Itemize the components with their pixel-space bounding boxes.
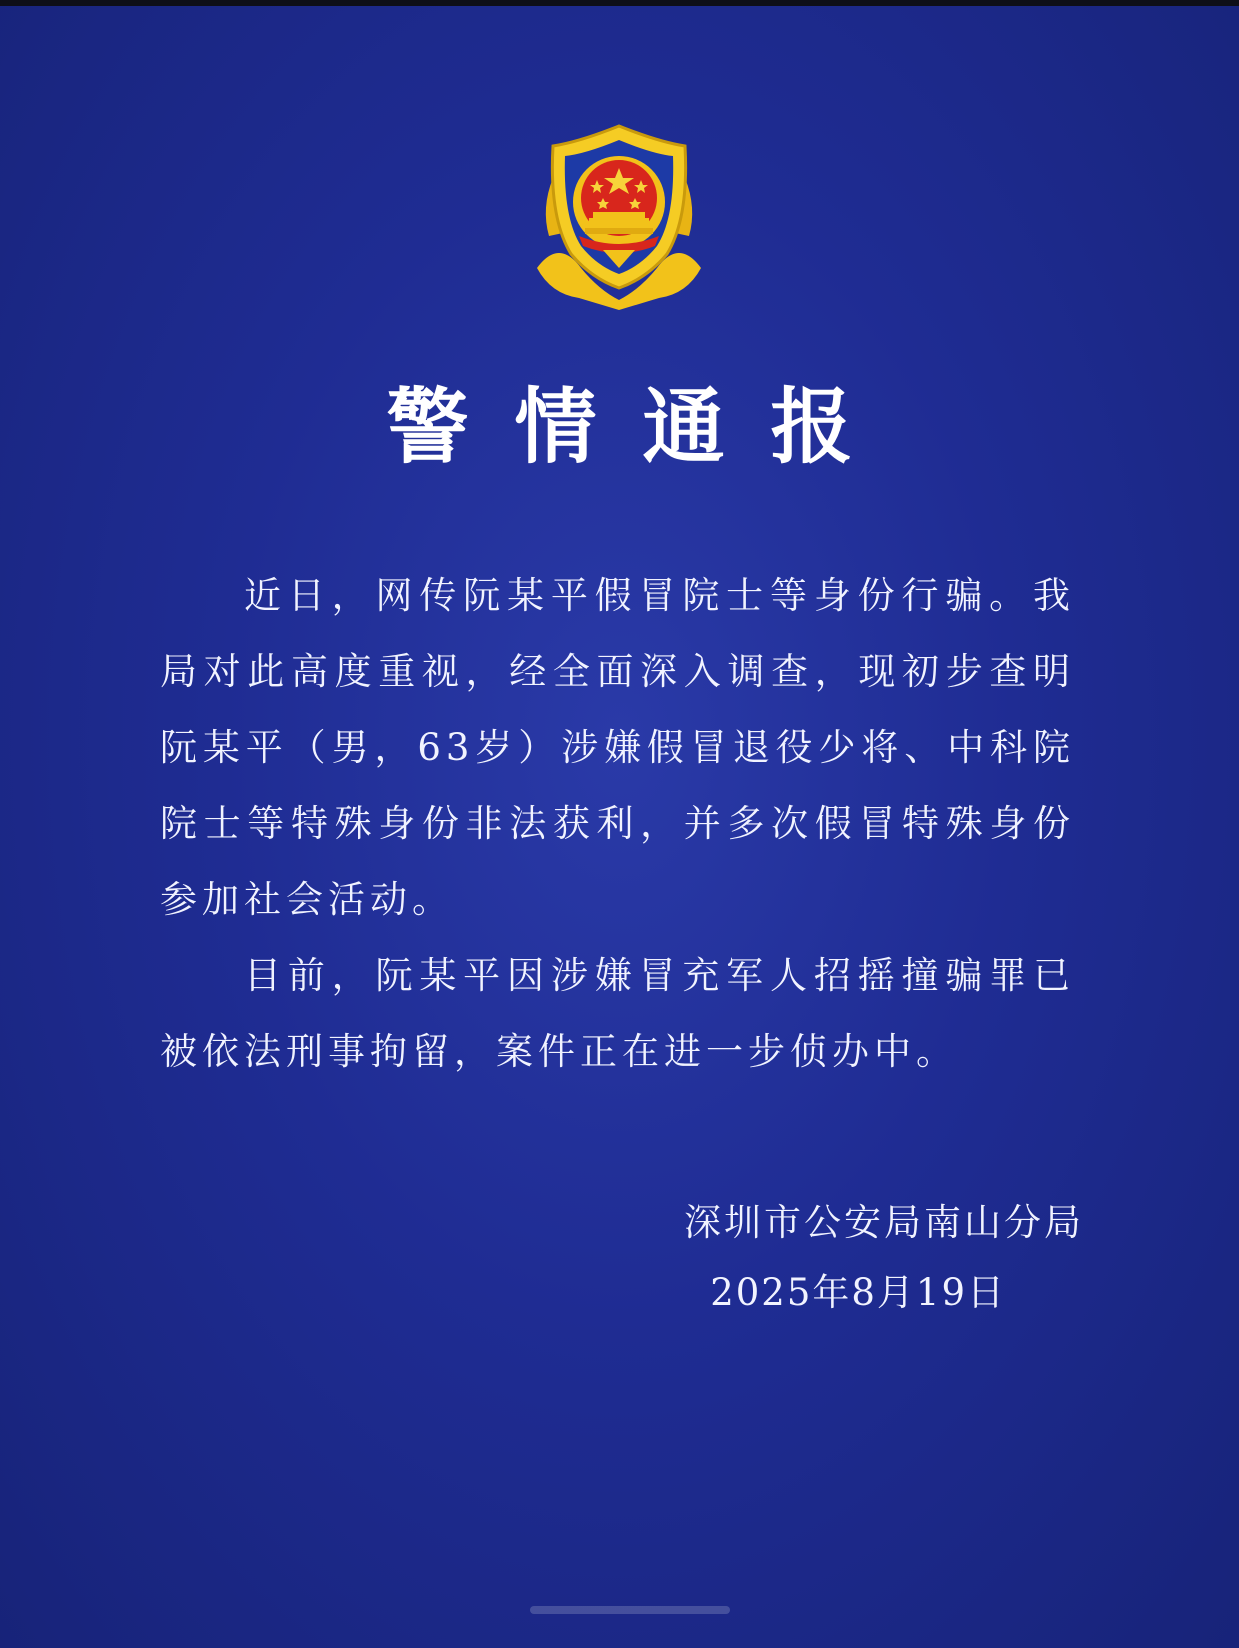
notice-body — [160, 558, 1075, 1090]
issuer-signature: 深圳市公安局南山分局 — [684, 1201, 1084, 1244]
police-emblem-icon — [519, 118, 719, 318]
notice-date: 2025年8月19日 — [710, 1271, 1006, 1314]
faint-watermark-icon — [530, 1598, 730, 1622]
notice-paragraph-1: 近日，网传阮某平假冒院士等身份行骗。我局对此高度重视，经全面深入调查，现初步查明阮某平（男，63岁）涉嫌假冒退役少将、中科院院士等特殊身份非法获利，并多次假冒特殊身份参加社会活动。 — [160, 574, 1075, 921]
notice-paragraph-2: 目前，阮某平因涉嫌冒充军人招摇撞骗罪已被依法刑事拘留，案件正在进一步侦办中。 — [160, 954, 1075, 1073]
top-edge-bar — [0, 0, 1239, 6]
notice-title: 警情通报 — [386, 380, 899, 475]
